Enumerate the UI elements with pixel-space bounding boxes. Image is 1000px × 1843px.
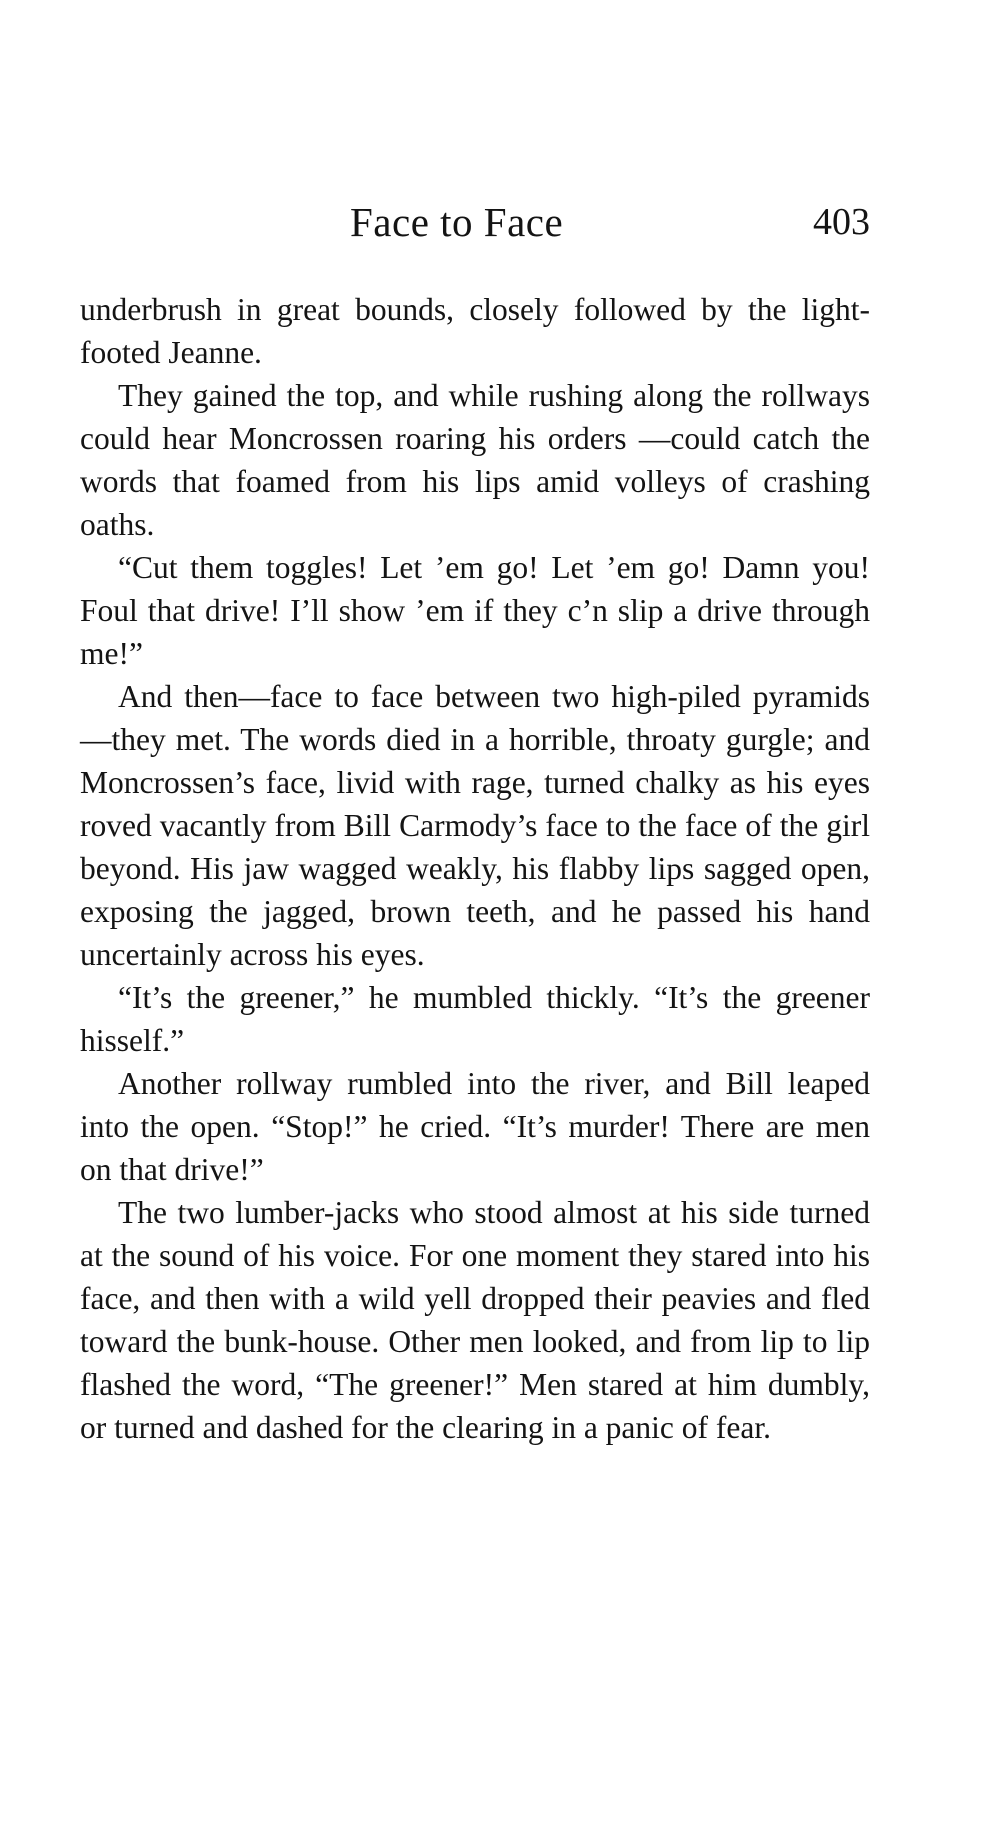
paragraph-dialogue: “Cut them toggles! Let ’em go! Let ’em go! Damn you! Foul that drive! I’ll show ’em if they c’n slip a drive through me!” xyxy=(80,550,870,671)
paragraph: The two lumber-jacks who stood almost at his side turned at the sound of his voice. For one moment they stared into his face, and then with a wild yell dropped their peavies and fled toward the bunk-house. Other men looked, and from lip to lip flashed the word, “The greener!” Men stared at him dumbly, or turned and dashed for the clearing in a panic of fear. xyxy=(80,1195,870,1445)
paragraph-dialogue: “It’s the greener,” he mumbled thickly. “It’s the greener hisself.” xyxy=(80,980,870,1058)
running-head xyxy=(80,198,870,258)
running-title: Face to Face xyxy=(350,199,564,245)
paragraph: They gained the top, and while rushing along the rollways could hear Moncrossen roaring his orders —could catch the words that foamed from his lips amid volleys of crashing oaths. xyxy=(80,378,870,542)
paragraph: And then—face to face between two high-piled pyramids—they met. The words died in a horrible, throaty gurgle; and Moncrossen’s face, livid with rage, turned chalky as his eyes roved vacantly from Bill Carmody’s face to the face of the girl beyond. His jaw wagged weakly, his flabby lips sagged open, exposing the jagged, brown teeth, and he passed his hand uncertainly across his eyes. xyxy=(80,679,870,972)
body-text xyxy=(80,288,870,1449)
paragraph: Another rollway rumbled into the river, and Bill leaped into the open. “Stop!” he cried. “It’s murder! There are men on that drive!” xyxy=(80,1066,870,1187)
page-number: 403 xyxy=(813,201,870,243)
paragraph-continued: underbrush in great bounds, closely followed by the light-footed Jeanne. xyxy=(80,292,870,370)
